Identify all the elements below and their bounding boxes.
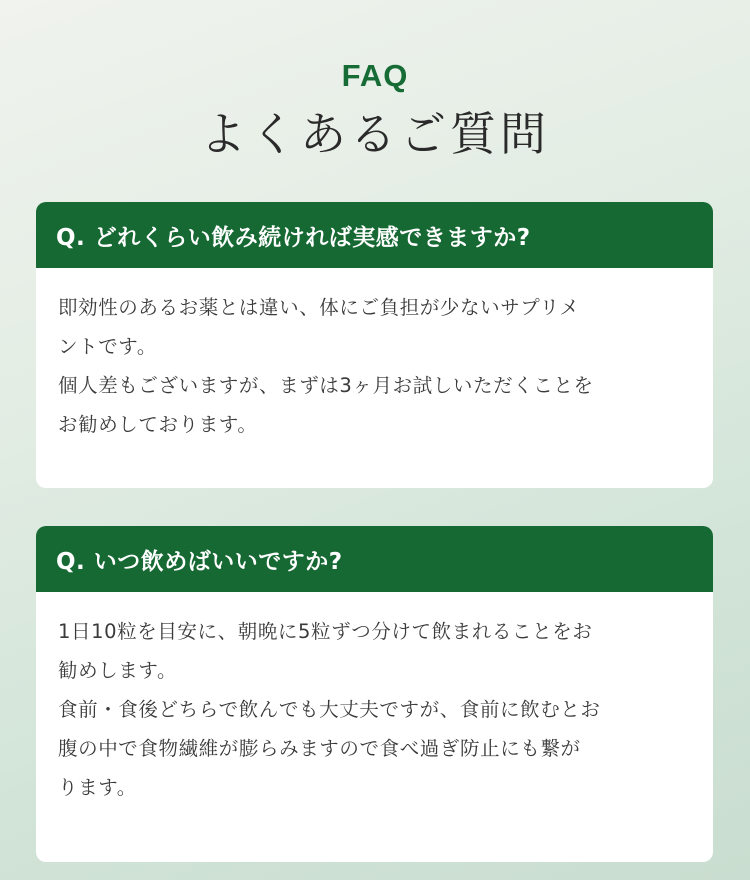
faq-answer-line: 1日10粒を目安に、朝晩に5粒ずつ分けて飲まれることをお bbox=[58, 620, 593, 643]
faq-section-label: FAQ bbox=[341, 58, 409, 93]
faq-answer-line: ントです。 bbox=[58, 335, 157, 358]
faq-item bbox=[36, 202, 713, 488]
faq-answer-line: お勧めしております。 bbox=[58, 413, 258, 436]
faq-section-title: よくあるご質問 bbox=[200, 107, 550, 161]
faq-answer-line: 腹の中で食物繊維が膨らみますので食べ過ぎ防止にも繋が bbox=[58, 737, 581, 760]
faq-item bbox=[36, 526, 713, 862]
faq-answer-line: 即効性のあるお薬とは違い、体にご負担が少ないサプリメ bbox=[58, 296, 580, 319]
faq-question-text: Q. いつ飲めばいいですか? bbox=[56, 548, 343, 575]
faq-question-bar bbox=[36, 526, 713, 592]
faq-answer-line: 勧めします。 bbox=[58, 659, 178, 682]
faq-answer bbox=[36, 592, 713, 807]
faq-answer bbox=[36, 268, 713, 444]
faq-answer-line: ります。 bbox=[58, 776, 137, 799]
faq-question-bar bbox=[36, 202, 713, 268]
faq-answer-line: 食前・食後どちらで飲んでも大丈夫ですが、食前に飲むとお bbox=[58, 698, 601, 721]
faq-answer-line: 個人差もございますが、まずは3ヶ月お試しいただくことを bbox=[58, 374, 594, 397]
faq-question-text: Q. どれくらい飲み続ければ実感できますか? bbox=[56, 224, 531, 251]
